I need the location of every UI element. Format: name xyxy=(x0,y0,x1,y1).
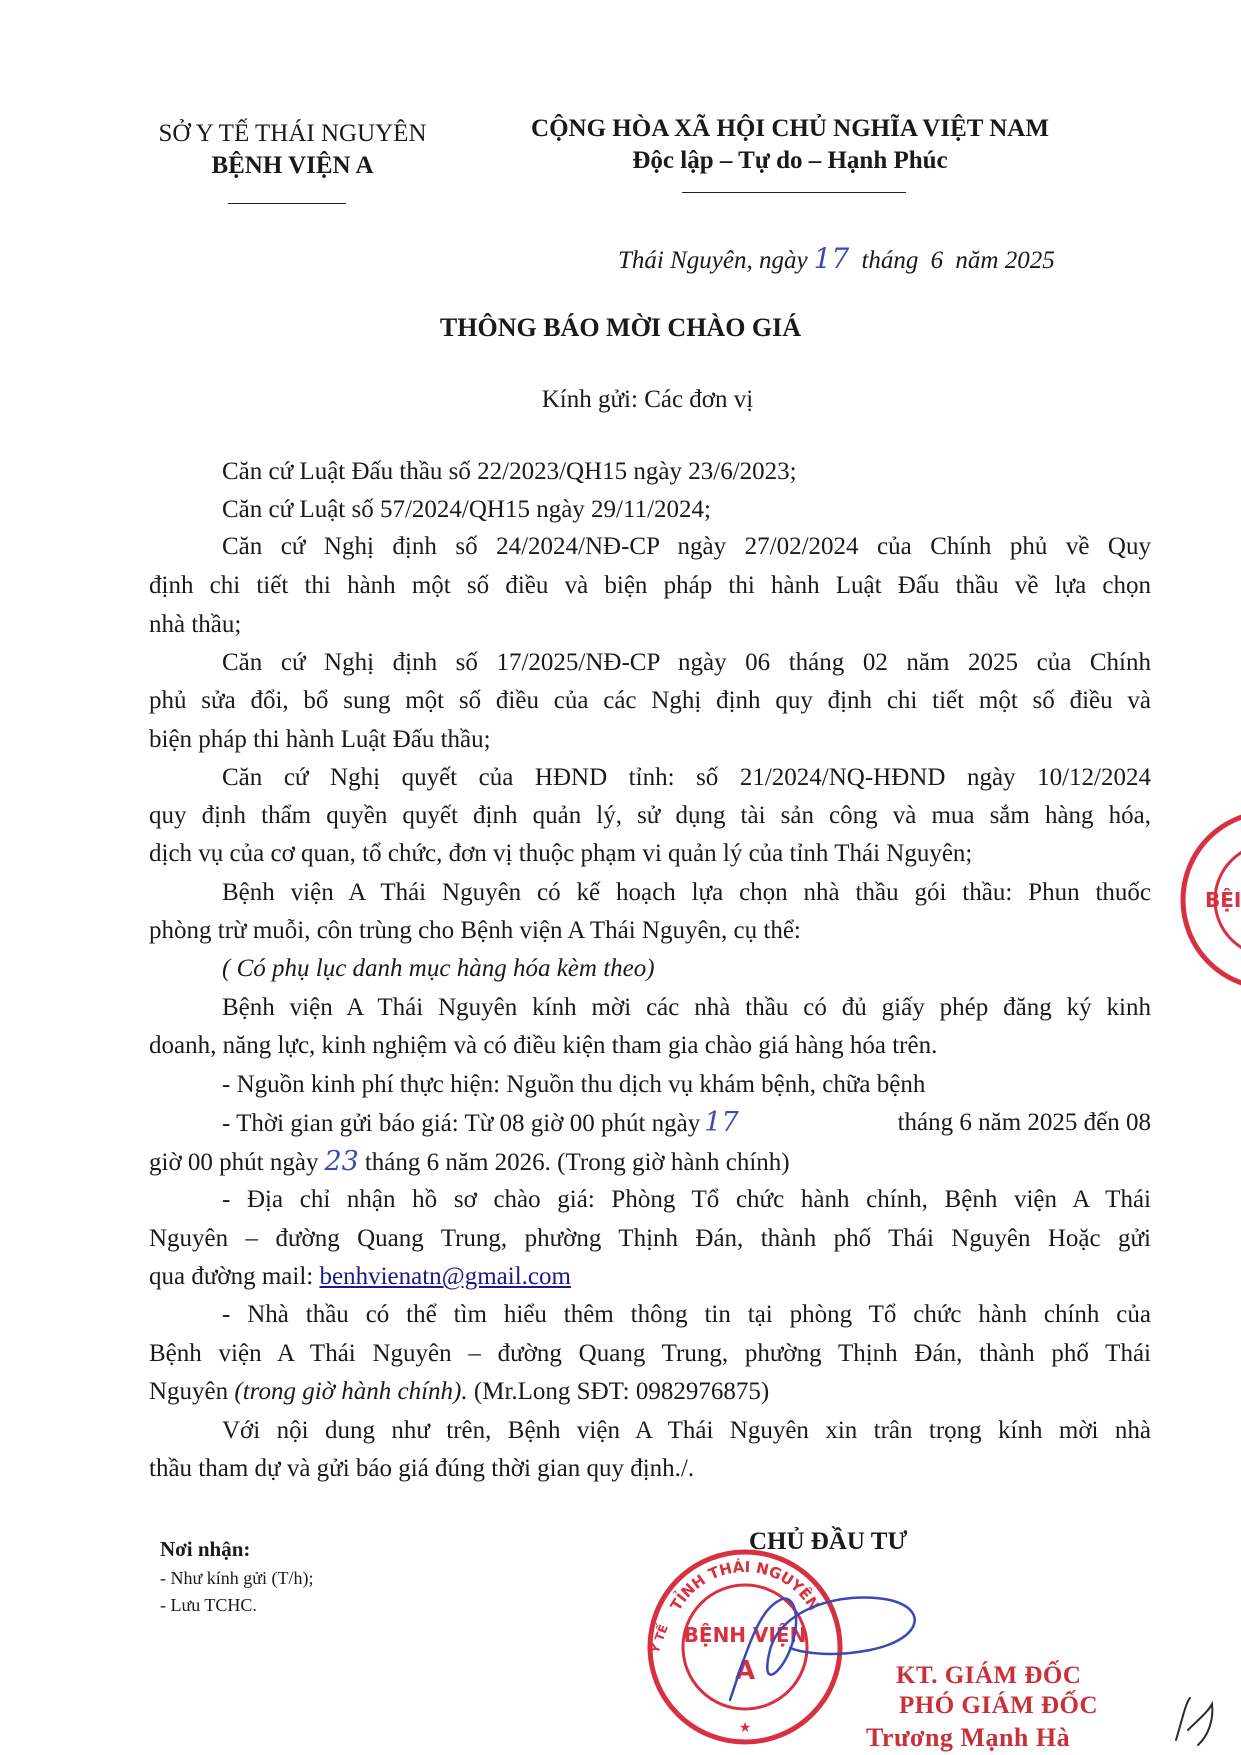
email-label: qua đường mail: xyxy=(149,1263,314,1290)
recipient-item: - Lưu TCHC. xyxy=(160,1595,257,1615)
deadline-end-day-handwritten: 23 xyxy=(324,1146,359,1177)
date-month-label: tháng xyxy=(861,247,919,274)
body-line-deadline xyxy=(222,1104,1151,1143)
hospital-name: BỆNH VIỆN A xyxy=(211,152,374,179)
recipients-block xyxy=(160,1537,314,1616)
initials-mark xyxy=(1168,1690,1228,1750)
body-line: thầu tham dự và gửi báo giá đúng thời gian quy định./. xyxy=(149,1455,695,1482)
body-line: phòng trừ muỗi, côn trùng cho Bệnh viện A Thái Nguyên, cụ thể: xyxy=(149,917,801,944)
body-line: Căn cứ Luật Đấu thầu số 22/2023/QH15 ngày 23/6/2023; xyxy=(222,458,797,485)
body-line-email xyxy=(149,1258,1151,1296)
body-line: dịch vụ của cơ quan, tổ chức, đơn vị thuộc phạm vi quản lý của tỉnh Thái Nguyên; xyxy=(149,840,973,867)
signer-title-1: KT. GIÁM ĐỐC xyxy=(896,1662,1082,1689)
stamp-center-text: BỆNH VIỆN xyxy=(683,1623,807,1647)
document-title: THÔNG BÁO MỜI CHÀO GIÁ xyxy=(439,313,802,342)
signer-title-2: PHÓ GIÁM ĐỐC xyxy=(899,1692,1099,1719)
body-line: Bệnh viện A Thái Nguyên có kế hoạch lựa chọn nhà thầu gói thầu: Phun thuốc xyxy=(222,879,1151,906)
agency-underline xyxy=(228,203,346,204)
partial-stamp-edge xyxy=(1171,800,1241,1000)
body-line: quy định thẩm quyền quyết định quản lý, sử dụng tài sản công và mua sắm hàng hóa, xyxy=(149,802,1151,829)
body-line: Căn cứ Luật số 57/2024/QH15 ngày 29/11/2024; xyxy=(222,496,711,523)
stamp-center-letter: A xyxy=(734,1656,756,1686)
deadline-end-text: giờ 00 phút ngày xyxy=(149,1149,319,1176)
signer-role: CHỦ ĐẦU TƯ xyxy=(749,1528,908,1555)
body-line: doanh, năng lực, kinh nghiệm và có điều kiện tham gia chào giá hàng hóa trên. xyxy=(149,1032,938,1059)
date-year-label: năm xyxy=(955,247,999,274)
stamp-side-text: Y TẾ xyxy=(647,1622,671,1656)
recipient-item: - Như kính gửi (T/h); xyxy=(160,1568,314,1588)
salutation: Kính gửi: Các đơn vị xyxy=(541,386,754,413)
agency-name: SỞ Y TẾ THÁI NGUYÊN xyxy=(158,120,427,147)
edge-stamp-text: BỆI xyxy=(1205,888,1241,912)
body-line-contact: - Nhà thầu có thể tìm hiểu thêm thông tin tại phòng Tổ chức hành chính của xyxy=(222,1301,1151,1328)
date-day-handwritten: 17 xyxy=(813,242,850,275)
contact-text: Nguyên xyxy=(149,1378,229,1405)
national-header xyxy=(480,113,1100,177)
body-line: Căn cứ Nghị định số 24/2024/NĐ-CP ngày 27/02/2024 của Chính phủ về Quy xyxy=(222,533,1151,560)
contact-hours: (trong giờ hành chính). xyxy=(234,1378,468,1405)
deadline-start-day-handwritten: 17 xyxy=(704,1107,739,1138)
deadline-start-text: - Thời gian gửi báo giá: Từ 08 giờ 00 phút ngày xyxy=(222,1110,701,1137)
email-link[interactable]: benhvienatn@gmail.com xyxy=(319,1263,571,1290)
recipients-title: Nơi nhận: xyxy=(160,1537,251,1561)
body-line-appendix-note: ( Có phụ lục danh mục hàng hóa kèm theo) xyxy=(222,955,655,982)
deadline-start-rest: tháng 6 năm 2025 đến 08 xyxy=(897,1109,1151,1136)
body-line-deadline-end xyxy=(149,1143,1151,1182)
body-line: Căn cứ Nghị định số 17/2025/NĐ-CP ngày 06 tháng 02 năm 2025 của Chính xyxy=(222,649,1151,676)
body-line: phủ sửa đổi, bổ sung một số điều của các Nghị định quy định chi tiết một số điều và xyxy=(149,687,1151,714)
body-line-address: - Địa chỉ nhận hồ sơ chào giá: Phòng Tổ chức hành chính, Bệnh viện A Thái xyxy=(222,1186,1151,1213)
date-month: 6 xyxy=(930,247,944,274)
date-year: 2025 xyxy=(1004,247,1055,274)
body-line: nhà thầu; xyxy=(149,611,242,638)
document-date xyxy=(618,242,1055,275)
signer-name: Trương Mạnh Hà xyxy=(866,1723,1071,1752)
date-prefix: Thái Nguyên, ngày xyxy=(618,247,808,274)
agency-header xyxy=(120,118,465,182)
body-line-phone xyxy=(149,1373,1151,1411)
stamp-arc-text: TỈNH THÁI NGUYÊN xyxy=(666,1557,824,1614)
deadline-end-rest: tháng 6 năm 2026. (Trong giờ hành chính) xyxy=(364,1149,790,1176)
body-line-funding: - Nguồn kinh phí thực hiện: Nguồn thu dịch vụ khám bệnh, chữa bệnh xyxy=(222,1071,926,1098)
body-line: Bệnh viện A Thái Nguyên – đường Quang Trung, phường Thịnh Đán, thành phố Thái xyxy=(149,1340,1151,1367)
body-line: biện pháp thi hành Luật Đấu thầu; xyxy=(149,726,491,753)
national-motto-title: CỘNG HÒA XÃ HỘI CHỦ NGHĨA VIỆT NAM xyxy=(531,115,1049,142)
body-line: định chi tiết thi hành một số điều và biện pháp thi hành Luật Đấu thầu về lựa chọn xyxy=(149,572,1151,599)
body-line: Căn cứ Nghị quyết của HĐND tỉnh: số 21/2024/NQ-HĐND ngày 10/12/2024 xyxy=(222,764,1151,791)
body-line: Nguyên – đường Quang Trung, phường Thịnh Đán, thành phố Thái Nguyên Hoặc gửi xyxy=(149,1225,1151,1252)
contact-phone: (Mr.Long SĐT: 0982976875) xyxy=(473,1378,770,1405)
body-line: Bệnh viện A Thái Nguyên kính mời các nhà thầu có đủ giấy phép đăng ký kinh xyxy=(222,994,1151,1021)
body-line-closing: Với nội dung như trên, Bệnh viện A Thái Nguyên xin trân trọng kính mời nhà xyxy=(222,1417,1151,1444)
national-underline xyxy=(682,192,906,193)
national-motto: Độc lập – Tự do – Hạnh Phúc xyxy=(632,147,948,174)
stamp-star-icon: ★ xyxy=(738,1720,752,1736)
